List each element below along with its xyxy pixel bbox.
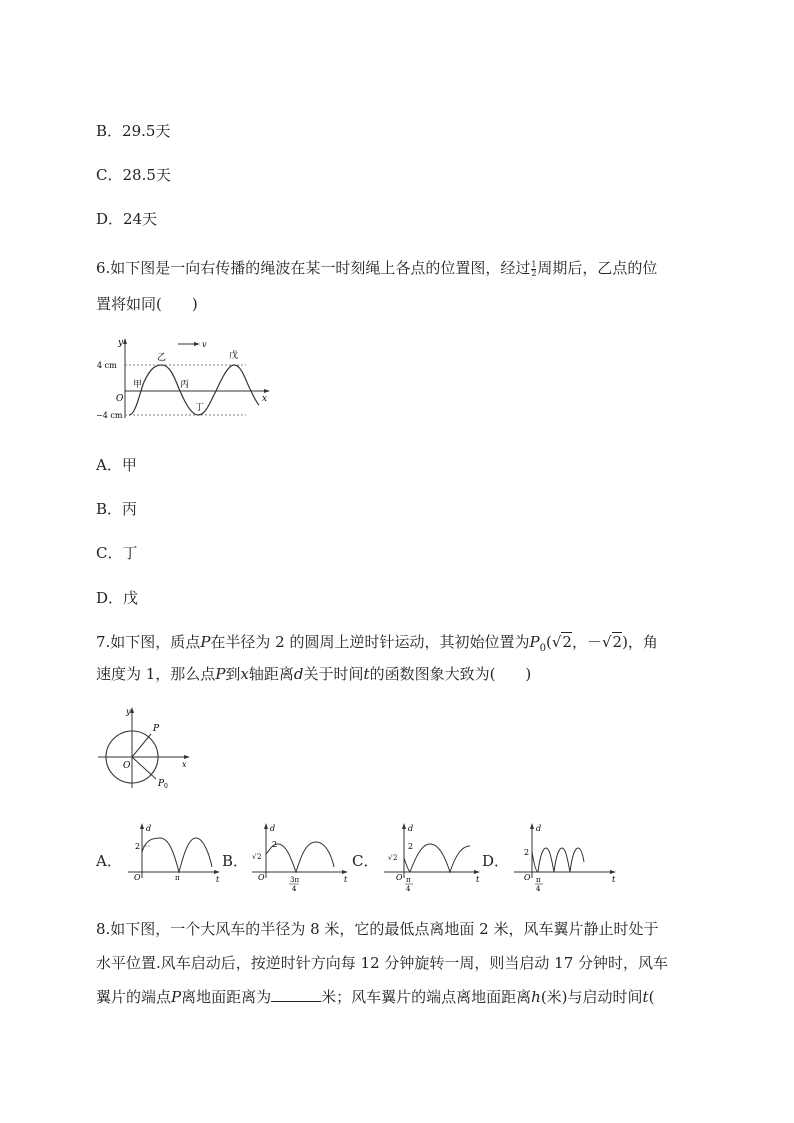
point-p0-label: P	[158, 779, 165, 789]
sqrt-symbol: √	[388, 854, 393, 862]
point-bing-label: 丙	[180, 380, 190, 390]
q7-graph-c	[378, 822, 482, 892]
value-two-label: 2	[135, 842, 141, 851]
q7-stem-line1: 7.如下图，质点P在半径为 2 的圆周上逆时针运动，其初始位置为$P_0(√2$，－√2)，角	[96, 633, 658, 654]
pi-tick-label: π	[406, 876, 411, 884]
q7-graph-b	[246, 822, 350, 892]
point-ding-label: 丁	[195, 403, 205, 413]
option-q5-d: D．24天	[96, 210, 158, 228]
y-axis-label: y	[118, 338, 124, 348]
q7-graph-a	[120, 822, 220, 884]
velocity-label: v	[202, 340, 207, 349]
amplitude-bottom-label: −4 cm	[96, 411, 123, 420]
t-axis-label: t	[344, 875, 348, 884]
q7-choice-a-label: A．	[96, 852, 122, 870]
x-axis-label: x	[182, 760, 187, 769]
curve-d	[532, 848, 584, 872]
point-jia-label: 甲	[133, 380, 143, 390]
pi-tick-label: π	[536, 876, 541, 884]
q7-stem-line2: 速度为 1，那么点P到x轴距离d关于时间t的函数图象大致为( )	[96, 665, 532, 683]
wave-curve	[129, 365, 259, 415]
option-q5-c: C．28.5天	[96, 166, 171, 184]
value-two-label: 2	[272, 840, 278, 849]
point-p-label: P	[153, 724, 160, 734]
pi-tick-label: π	[175, 874, 180, 882]
four-denominator-label: 4	[536, 885, 541, 892]
origin-label: O	[123, 761, 131, 771]
origin-label: O	[396, 873, 403, 882]
origin-label: O	[116, 394, 124, 404]
origin-label: O	[524, 873, 531, 882]
fraction-one-half: $\frac{1}{2}$	[531, 259, 537, 278]
q7-choice-b-label: B．	[222, 852, 249, 870]
d-axis-label: d	[408, 824, 414, 833]
q7-choice-c-label: C．	[352, 852, 379, 870]
four-denominator-label: 4	[406, 885, 411, 892]
amplitude-top-label: 4 cm	[97, 361, 117, 370]
y-axis-label: y	[126, 707, 131, 716]
three-pi-tick-label: 3π	[290, 876, 300, 884]
option-q6-d: D．戊	[96, 589, 139, 607]
q7-circle-figure	[96, 704, 196, 794]
q6-stem-line2: 置将如同( )	[96, 295, 198, 313]
origin-label: O	[258, 873, 265, 882]
sqrt-two-label: 2	[393, 854, 398, 862]
origin-label: O	[134, 873, 141, 882]
option-q5-b: B．29.5天	[96, 122, 171, 140]
sqrt-symbol: √	[252, 853, 257, 861]
q6-wave-figure	[96, 332, 286, 424]
q8-stem-line3: 翼片的端点P离地面距离为 米；风车翼片的端点离地面距离h(米)与启动时间t(	[96, 988, 655, 1006]
four-denominator-label: 4	[292, 885, 297, 892]
option-q6-a: A．甲	[96, 456, 137, 474]
q8-stem-line2: 水平位置.风车启动后，按逆时针方向每 12 分钟旋转一周，则当启动 17 分钟时，风车	[96, 954, 669, 972]
option-q6-c: C．丁	[96, 544, 138, 562]
value-two-label: 2	[524, 848, 530, 857]
d-axis-label: d	[146, 824, 152, 833]
point-yi-label: 乙	[157, 353, 167, 363]
point-wu-label: 戊	[229, 351, 239, 361]
curve-a	[142, 838, 212, 872]
t-axis-label: t	[612, 875, 616, 884]
q7-choice-d-label: D．	[482, 852, 510, 870]
point-p0-subscript: 0	[164, 783, 168, 790]
sqrt-two-label: 2	[257, 853, 262, 861]
option-q6-b: B．丙	[96, 500, 138, 518]
d-axis-label: d	[270, 824, 276, 833]
x-axis-label: x	[262, 394, 268, 404]
value-two-label: 2	[408, 842, 414, 851]
t-axis-label: t	[476, 875, 480, 884]
q6-stem-line1: 6.如下图是一向右传播的绳波在某一时刻绳上各点的位置图，经过 $\frac{1}{2}$ 周期后，乙点的位	[96, 259, 658, 278]
curve-c	[404, 844, 470, 872]
q8-stem-line1: 8.如下图，一个大风车的半径为 8 米，它的最低点离地面 2 米，风车翼片静止时处于	[96, 920, 659, 938]
d-axis-label: d	[536, 824, 542, 833]
t-axis-label: t	[216, 875, 220, 884]
q7-graph-d	[508, 822, 618, 892]
answer-blank[interactable]	[271, 987, 321, 1002]
